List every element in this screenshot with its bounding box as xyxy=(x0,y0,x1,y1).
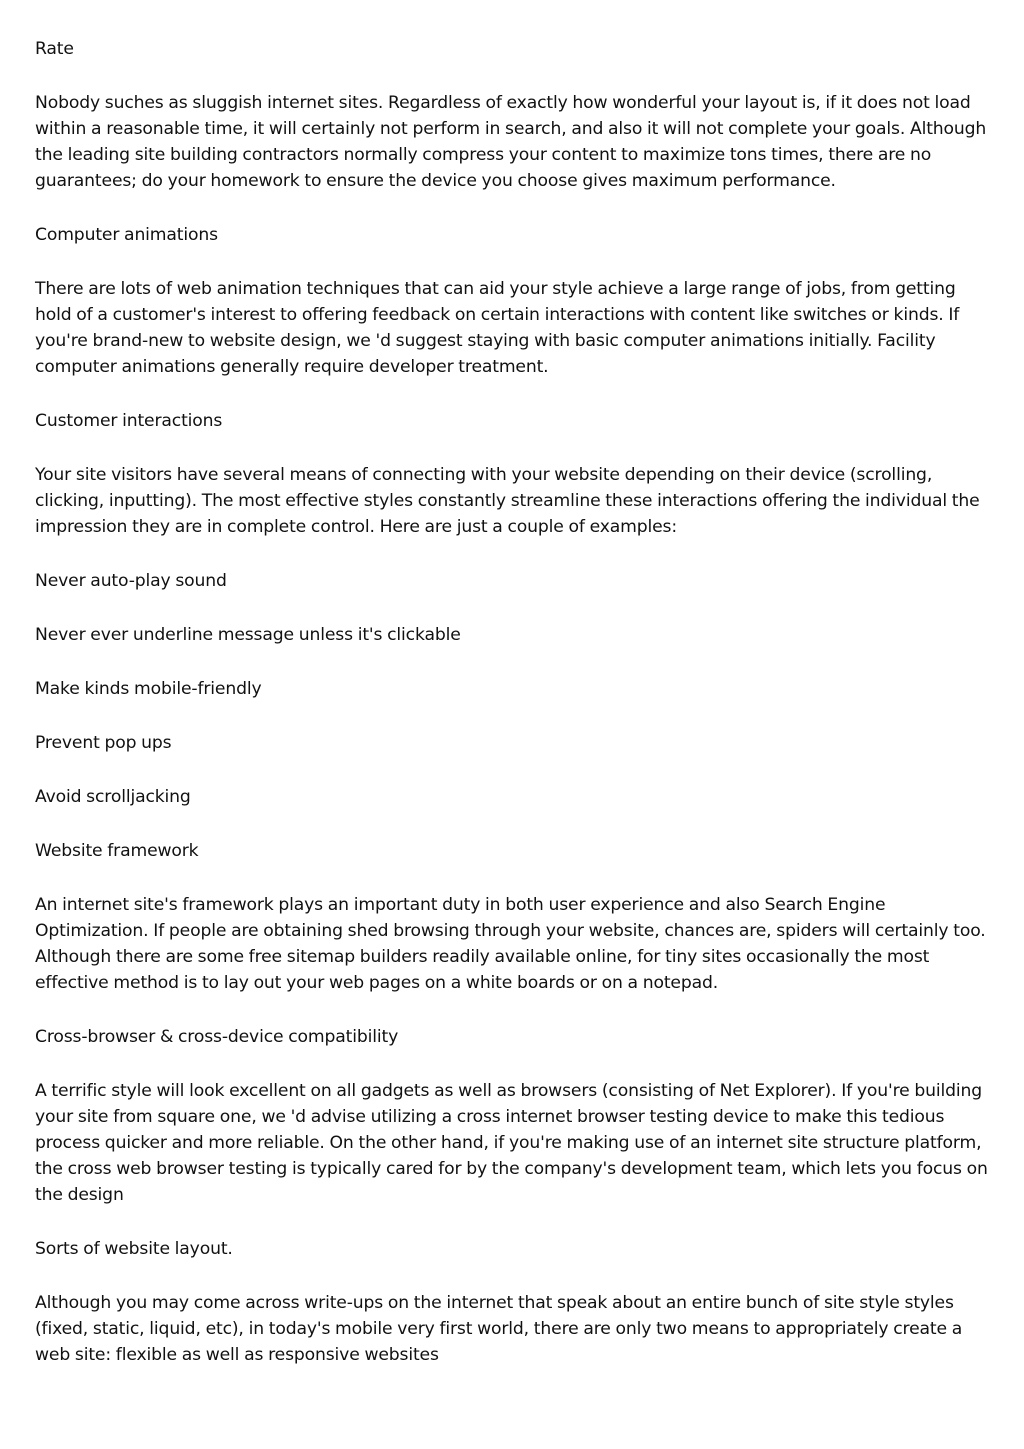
section-heading-customer-interactions: Customer interactions xyxy=(35,411,223,431)
paragraph-customer-interactions: Your site visitors have several means of connecting with your website depending on their device (scrolling, clicking, inputting). The most effective styles constantly streamline these interactions offering the individual the impression they are in complete control. Here are just a couple of examples: xyxy=(35,465,980,537)
paragraph-computer-animations: There are lots of web animation techniques that can aid your style achieve a large range of jobs, from getting hold of a customer's interest to offering feedback on certain interactions with content like switches or kinds. If you're brand-new to website design, we 'd suggest staying with basic computer animations initially. Facility computer animations generally require developer treatment. xyxy=(35,279,960,377)
paragraph-rate: Nobody suches as sluggish internet sites. Regardless of exactly how wonderful your layout is, if it does not load within a reasonable time, it will certainly not perform in search, and also it will not complete your goals. Although the leading site building contractors normally compress your content to maximize tons times, there are no guarantees; do your homework to ensure the device you choose gives maximum performance. xyxy=(35,93,987,191)
paragraph-website-framework: An internet site's framework plays an important duty in both user experience and also Search Engine Optimization. If people are obtaining shed browsing through your website, chances are, spiders will certainly too. Although there are some free sitemap builders readily available online, for tiny sites occasionally the most effective method is to lay out your web pages on a white boards or on a notepad. xyxy=(35,895,986,993)
paragraph-layout-sorts: Although you may come across write-ups on the internet that speak about an entire bunch of site style styles (fixed, static, liquid, etc), in today's mobile very first world, there are only two means to appropriately create a web site: flexible as well as responsive websites xyxy=(35,1293,963,1365)
section-heading-compatibility: Cross-browser & cross-device compatibility xyxy=(35,1027,399,1047)
list-item-avoid-scrolljacking: Avoid scrolljacking xyxy=(35,787,191,807)
section-heading-website-framework: Website framework xyxy=(35,841,199,861)
section-heading-rate: Rate xyxy=(35,39,74,59)
section-heading-computer-animations: Computer animations xyxy=(35,225,218,245)
section-heading-layout-sorts: Sorts of website layout. xyxy=(35,1239,233,1259)
list-item-mobile-friendly-forms: Make kinds mobile-friendly xyxy=(35,679,262,699)
list-item-underline-message: Never ever underline message unless it's clickable xyxy=(35,625,461,645)
paragraph-compatibility: A terrific style will look excellent on all gadgets as well as browsers (consisting of Net Explorer). If you're building your site from square one, we 'd advise utilizing a cross internet browser testing device to make this tedious process quicker and more reliable. On the other hand, if you're making use of an internet site structure platform, the cross web browser testing is typically cared for by the company's development team, which lets you focus on the design xyxy=(35,1081,988,1205)
list-item-auto-play-sound: Never auto-play sound xyxy=(35,571,227,591)
list-item-prevent-pop-ups: Prevent pop ups xyxy=(35,733,172,753)
